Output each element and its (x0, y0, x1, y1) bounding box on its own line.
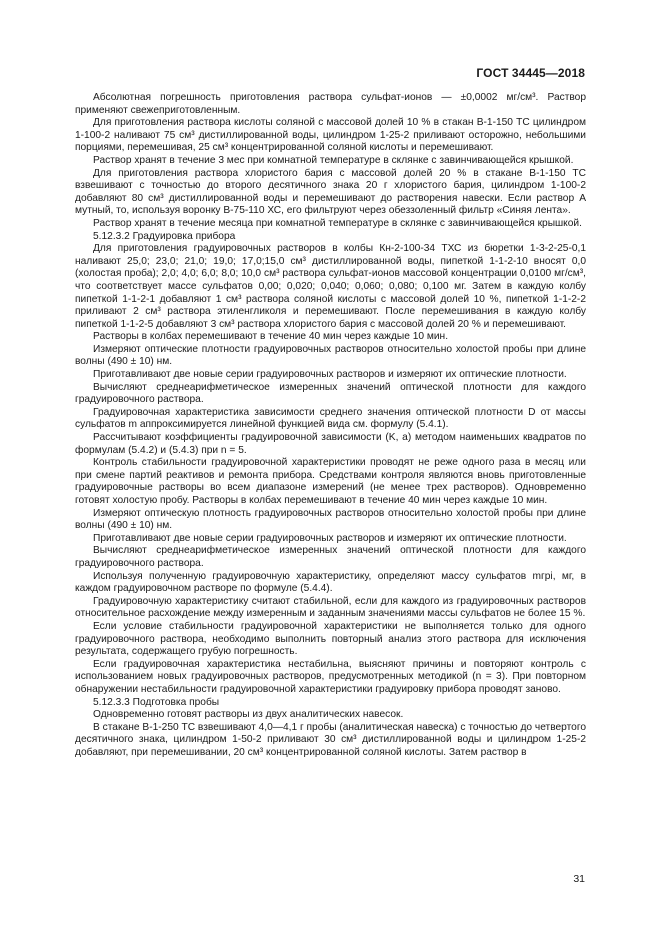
paragraph: Приготавливают две новые серии градуировочных растворов и измеряют их оптические плотности. (93, 532, 567, 544)
paragraph: Используя полученную градуировочную характеристику, определяют массу сульфатов mгрi, мг, в каждом градуировочном растворе по формуле (5.4.4). (75, 570, 586, 595)
paragraph: Рассчитывают коэффициенты градуировочной зависимости (K, a) методом наименьших квадратов по формулам (5.4.2) и (5.4.3) при n = 5. (75, 432, 586, 456)
paragraph: Растворы в колбах перемешивают в течение 40 мин через каждые 10 мин. (93, 331, 449, 343)
paragraph: Градуировочную характеристику считают стабильной, если для каждого из градуировочных растворов относительное расхождение между измеренным и заданным значениями массы сульфатов не более 15 %. (75, 595, 586, 620)
paragraph: Для приготовления градуировочных растворов в колбы Кн-2-100-34 ТХС из бюретки 1-3-2-25-0,1 наливают 25,0; 23,0; 21,0; 19,0; 17,0;15,0 см³ дистиллированной воды, пипеткой 1-1-2-10 вносят 0,0 (холостая проба); 2,0; 4,0; 6,0; 8,0; 10,0 см³ раствора сульфат-ионов массовой концентрации 0,0100 мг/см³, что соответствует массе сульфатов 0,00; 0,020; 0,040; 0,060; 0,080; 0,100 мг. Затем в каждую колбу пипеткой 1-1-2-1 добавляют 1 см³ раствора соляной кислоты с массовой долей 10 %, пипеткой 1-1-2-2 приливают 2 см³ раствора этиленгликоля и перемешивают. После перемешивания в каждую колбу пипеткой 1-1-2-5 добавляют 3 см³ раствора хлористого бария с массовой долей 20 % и перемешивают. (75, 243, 586, 330)
paragraph: Контроль стабильности градуировочной характеристики проводят не реже одного раза в месяц или при смене партий реактивов и ремонта прибора. Средствами контроля являются вновь приготовленные градуировочные растворы во всем диапазоне измерений (не менее трех растворов). Одновременно готовят холостую пробу. Растворы в колбах перемешивают в течение 40 мин через каждые 10 мин. (75, 457, 586, 506)
paragraph: Одновременно готовят растворы из двух аналитических навесок. (93, 709, 404, 721)
paragraph: Измеряют оптическую плотность градуировочных растворов относительно холостой пробы при длине волны (490 ± 10) нм. (75, 507, 586, 532)
section-heading: 5.12.3.3 Подготовка пробы (93, 696, 220, 708)
paragraph: Для приготовления раствора хлористого бария с массовой долей 20 % в стакане В-1-150 ТС взвешивают с точностью до второго десятичного знака 20 г хлористого бария, цилиндром 1-100-2 добавляют 80 см³ дистиллированной воды и перемешивают до растворения навески. Если раствор А мутный, то, используя воронку В-75-110 ХС, его фильтруют через обеззоленный фильтр «Синяя лента». (75, 167, 586, 217)
section-heading: 5.12.3.2 Градуировка прибора (93, 230, 236, 242)
document-body (75, 92, 586, 759)
paragraph: Вычисляют среднеарифметическое измеренных значений оптической плотности для каждого градуировочного раствора. (75, 381, 586, 406)
paragraph: Раствор хранят в течение 3 мес при комнатной температуре в склянке с завинчивающейся крышкой. (93, 154, 574, 166)
paragraph: Раствор хранят в течение месяца при комнатной температуре в склянке с завинчивающейся крышкой. (93, 217, 582, 229)
paragraph: Если условие стабильности градуировочной характеристики не выполняется только для одного градуировочного раствора, необходимо выполнить повторный анализ этого раствора для исключения результата, содержащего грубую погрешность. (75, 620, 586, 658)
paragraph: Если градуировочная характеристика нестабильна, выясняют причины и повторяют контроль с использованием новых градуировочных растворов, предусмотренных методикой (n = 3). При повторном обнаружении нестабильности градуировочной характеристики градуировку прибора проводят заново. (75, 658, 586, 695)
paragraph: Приготавливают две новые серии градуировочных растворов и измеряют их оптические плотности. (93, 369, 567, 381)
paragraph: Абсолютная погрешность приготовления раствора сульфат-ионов — ±0,0002 мг/см³. Раствор применяют свежеприготовленным. (75, 92, 586, 116)
paragraph: В стакане В-1-250 ТС взвешивают 4,0—4,1 г пробы (аналитическая навеска) с точностью до четвертого десятичного знака, цилиндром 1-50-2 приливают 30 см³ дистиллированной воды и цилиндром 1-25-2 добавляют, при перемешивании, 20 см³ концентрированной соляной кислоты. Затем раствор в (75, 721, 586, 758)
page-number: 31 (573, 873, 585, 885)
document-code: ГОСТ 34445—2018 (476, 66, 585, 80)
paragraph: Измеряют оптические плотности градуировочных растворов относительно холостой пробы при длине волны (490 ± 10) нм. (75, 343, 586, 368)
paragraph: Для приготовления раствора кислоты соляной с массовой долей 10 % в стакан В-1-150 ТС цилиндром 1-100-2 наливают 75 см³ дистиллированной воды, цилиндром 1-25-2 приливают осторожно, небольшими порциями, перемешивая, 25 см³ концентрированной соляной кислоты и перемешивают. (75, 117, 586, 154)
paragraph: Вычисляют среднеарифметическое измеренных значений оптической плотности для каждого градуировочного раствора. (75, 545, 586, 569)
paragraph: Градуировочная характеристика зависимости среднего значения оптической плотности D от массы сульфатов m аппроксимируется линейной функцией вида см. формулу (5.4.1). (75, 406, 586, 431)
